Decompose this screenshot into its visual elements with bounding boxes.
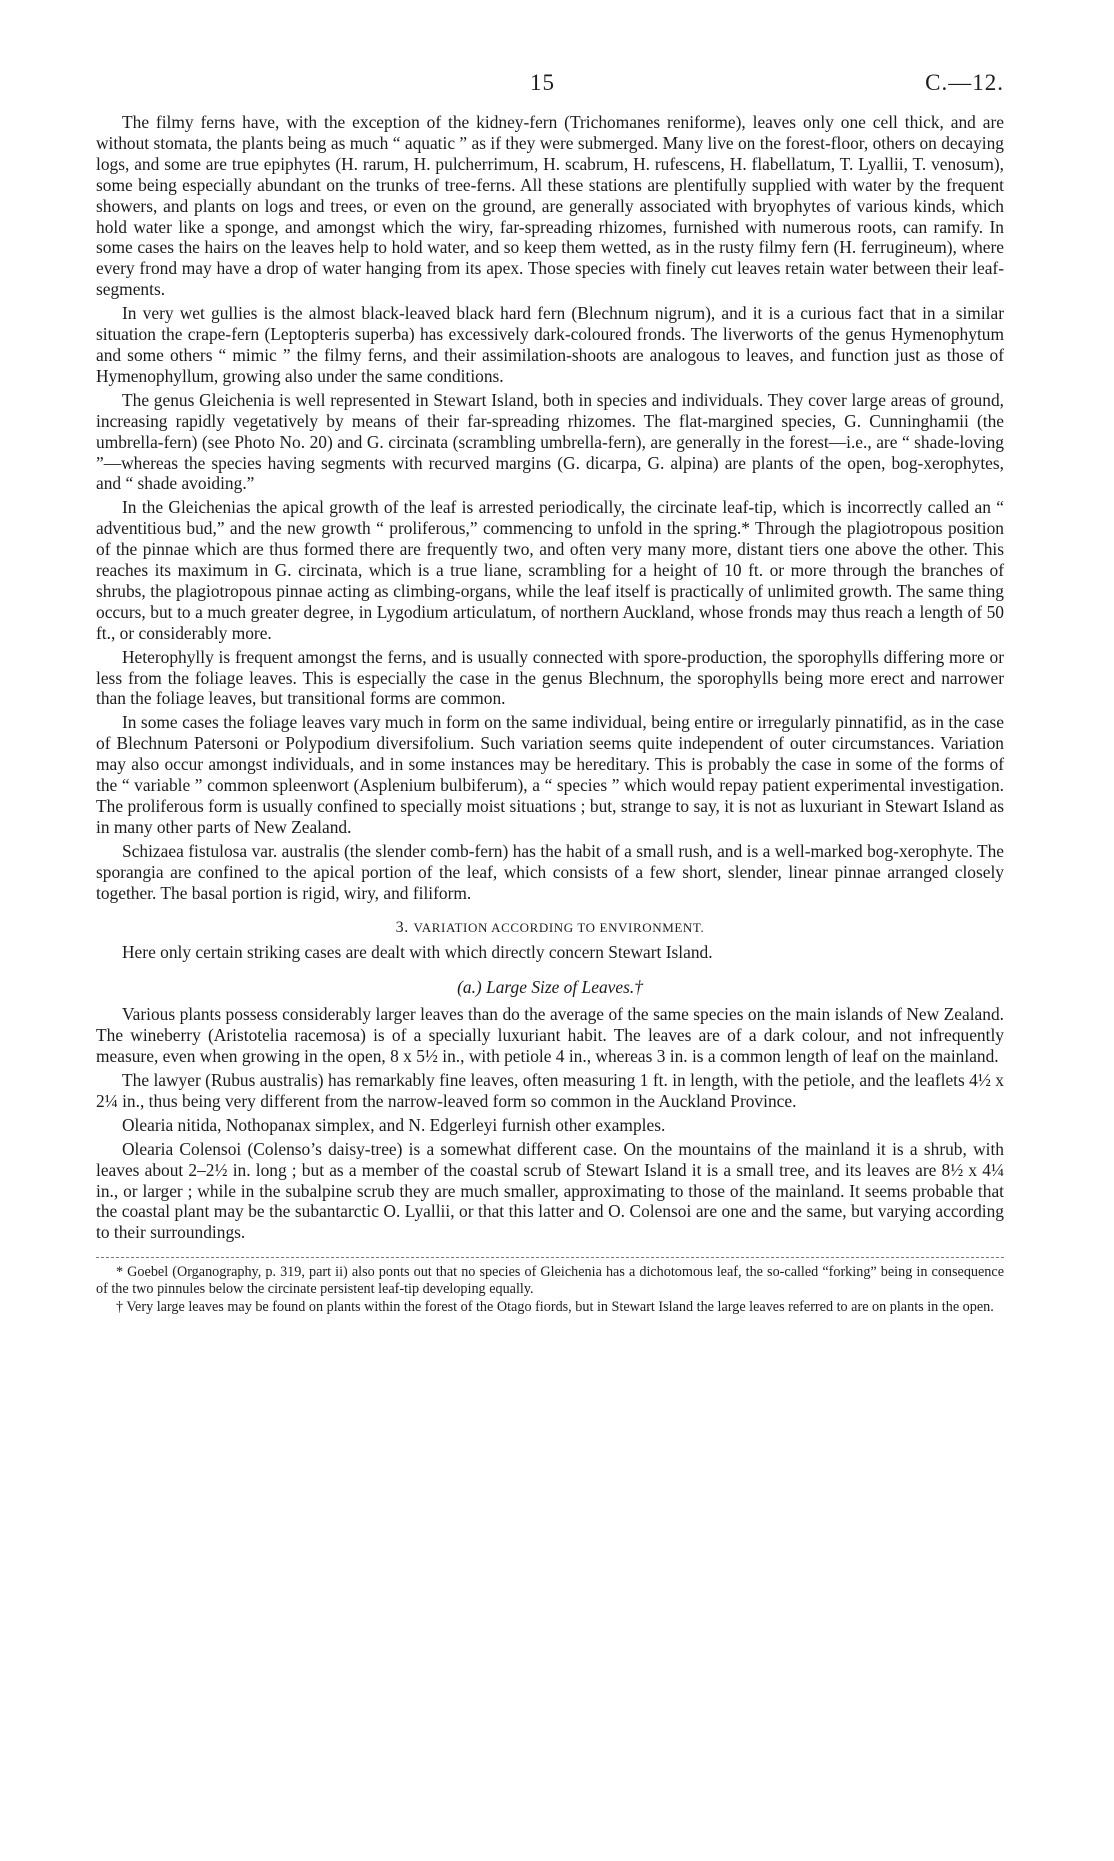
paragraph-olearia-colensoi: Olearia Colensoi (Colenso’s daisy-tree) is a somewhat different case. On the mountains of the mainland it is a shrub, with leaves about 2–2½ in. long ; but as a member of the coastal scrub of Stewart Island it is a small tree, and its leaves are 8½ x 4¼ in., or larger ; while in the subalpine scrub they are much smaller, approximating to those of the mainland. It seems probable that the coastal plant may be the subantarctic O. Lyallii, or that this latter and O. Colensoi are one and the same, but varying according to their surroundings. [96,1138,1004,1243]
subsection-heading: (a.) Large Size of Leaves.† [457,977,643,998]
paragraph-heterophylly: Heterophylly is frequent amongst the ferns, and is usually connected with spore-production, the sporophylls differing more or less from the foliage leaves. This is especially the case in the genus Blechnum, the sporophylls being more erect and narrower than the foliage leaves, but transitional forms are common. [96,646,1004,709]
section-number: 3. [395,918,409,936]
page-header [96,64,1004,104]
paragraph-foliage-variation: In some cases the foliage leaves vary much in form on the same individual, being entire or irregularly pinnatifid, as in the case of Blechnum Patersoni or Polypodium diversifolium. Such variation seems quite independent of outer circumstances. Variation may also occur amongst individuals, and in some instances may be hereditary. This is probably the case in some of the forms of the “ variable ” common spleenwort (Asplenium bulbiferum), a “ species ” which would repay patient experimental investigation. The proliferous form is usually confined to specially moist situations ; but, strange to say, it is not as luxuriant in Stewart Island as in many other parts of New Zealand. [96,712,1004,837]
paragraph-wet-gullies: In very wet gullies is the almost black-leaved black hard fern (Blechnum nigrum), and it is a curious fact that in a similar situation the crape-fern (Leptopteris superba) has excessively dark-coloured fronds. The liverworts of the genus Hymenophytum and some others “ mimic ” the filmy ferns, and their assimilation-shoots are analogous to leaves, and function just as those of Hymenophyllum, growing also under the same conditions. [96,303,1004,386]
body-text [96,112,1004,1243]
section-intro: Here only certain striking cases are dealt with which directly concern Stewart Island. [122,942,713,963]
footnote-dagger: † Very large leaves may be found on plants within the forest of the Otago fiords, but in Stewart Island the large leaves referred to are on plants in the open. [116,1299,994,1316]
paragraph-schizaea: Schizaea fistulosa var. australis (the slender comb-fern) has the habit of a small rush, and is a well-marked bog-xerophyte. The sporangia are confined to the apical portion of the leaf, which consists of a few short, slender, linear pinnae arranged closely together. The basal portion is rigid, wiry, and filiform. [96,840,1004,903]
paragraph-gleichenia: The genus Gleichenia is well represented in Stewart Island, both in species and individuals. They cover large areas of ground, increasing rapidly vegetatively by means of their far-spreading rhizomes. The flat-margined species, G. Cunninghamii (the umbrella-fern) (see Photo No. 20) and G. circinata (scrambling umbrella-fern), are generally in the forest—i.e., are “ shade-loving ”—whereas the species having segments with recurved margins (G. dicarpa, G. alpina) are plants of the open, bog-xerophytes, and “ shade avoiding.” [96,389,1004,494]
paragraph-filmy-ferns: The filmy ferns have, with the exception of the kidney-fern (Trichomanes reniforme), leaves only one cell thick, and are without stomata, the plants being as much “ aquatic ” as if they were submerged. Many live on the forest-floor, others on decaying logs, and some are true epiphytes (H. rarum, H. pulcherrimum, H. scabrum, H. rufescens, H. flabellatum, T. Lyallii, T. venosum), some being especially abundant on the trunks of tree-ferns. All these stations are plentifully supplied with water by the frequent showers, and plants on logs and trees, or even on the ground, are generally associated with bryophytes of various kinds, which hold water like a sponge, and amongst which the wiry, far-spreading rhizomes, furnished with numerous roots, can ramify. In some cases the hairs on the leaves help to hold water, and so keep them wetted, as in the rusty filmy fern (H. ferrugineum), where every frond may have a drop of water hanging from its apex. Those species with finely cut leaves retain water between their leaf-segments. [96,112,1004,300]
footnote-divider [96,1257,1004,1258]
section-heading [96,918,1004,939]
page-number: 15 [530,70,555,95]
document-reference: C.—12. [925,70,1004,95]
footnotes [96,1264,1004,1316]
paragraph-lawyer: The lawyer (Rubus australis) has remarkably fine leaves, often measuring 1 ft. in length, with the petiole, and the leaflets 4½ x 2¼ in., thus being very different from the narrow-leaved form so common in the Auckland Province. [96,1069,1004,1111]
section-title: VARIATION ACCORDING TO ENVIRONMENT. [413,919,705,935]
footnote-asterisk: * Goebel (Organography, p. 319, part ii) also ponts out that no species of Gleichenia has a dichotomous leaf, the so-called “forking” being in consequence of the two pinnules below the circinate persistent leaf-tip developing equally. [96,1264,1004,1297]
paragraph-apical-growth: In the Gleichenias the apical growth of the leaf is arrested periodically, the circinate leaf-tip, which is incorrectly called an “ adventitious bud,” and the new growth “ proliferous,” commencing to unfold in the spring.* Through the plagiotropous position of the pinnae which are thus formed there are frequently two, and often very many more, distant tiers one above the other. This reaches its maximum in G. circinata, which is a true liane, scrambling for a height of 10 ft. or more through the branches of shrubs, the plagiotropous pinnae acting as climbing-organs, while the leaf itself is practically of unlimited growth. The same thing occurs, but to a much greater degree, in Lygodium articulatum, of northern Auckland, whose fronds may thus reach a length of 50 ft., or considerably more. [96,497,1004,643]
paragraph-wineberry: Various plants possess considerably larger leaves than do the average of the same species on the main islands of New Zealand. The wineberry (Aristotelia racemosa) is of a specially luxuriant habit. The leaves are of a dark colour, and not infrequently measure, even when growing in the open, 8 x 5½ in., with petiole 4 in., whereas 3 in. is a common length of leaf on the mainland. [96,1004,1004,1067]
paragraph-other-examples: Olearia nitida, Nothopanax simplex, and N. Edgerleyi furnish other examples. [122,1114,666,1135]
